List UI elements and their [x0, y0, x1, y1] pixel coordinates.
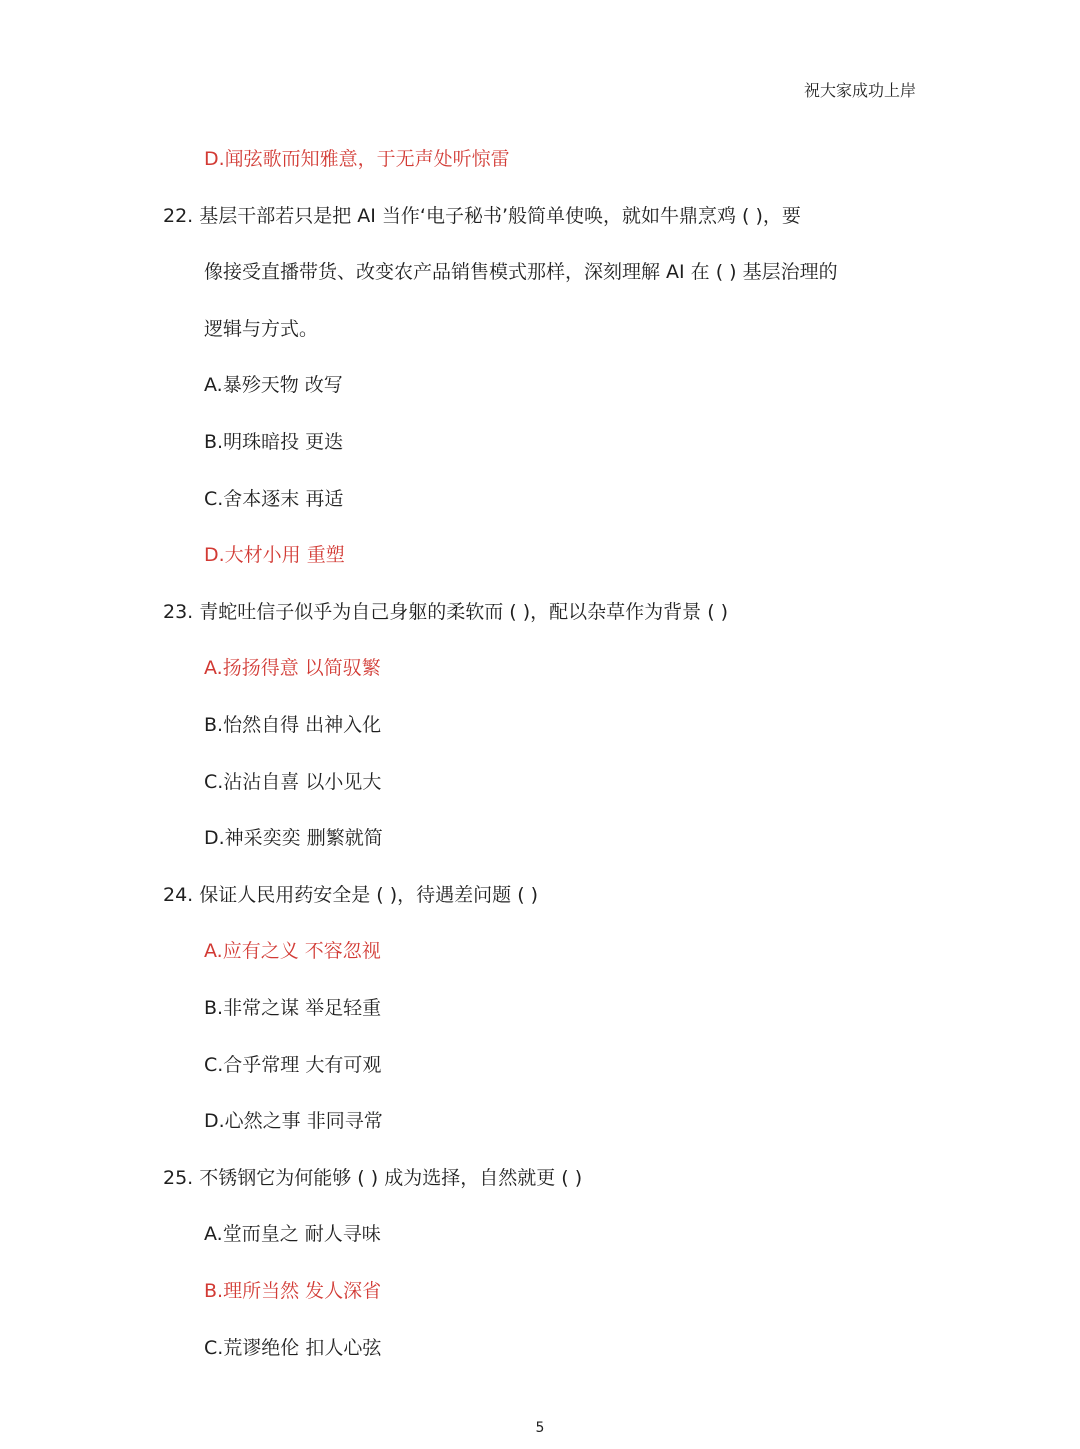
answer-option: B.非常之谋 举足轻重 [204, 997, 382, 1019]
answer-option-correct: A.应有之义 不容忽视 [204, 940, 381, 962]
page-header: 祝大家成功上岸 [803, 81, 916, 100]
answer-option-correct: D.大材小用 重塑 [204, 544, 345, 566]
answer-option: B.明珠暗投 更迭 [204, 431, 344, 453]
answer-option-correct: D.闻弦歌而知雅意，于无声处听惊雷 [204, 148, 510, 170]
answer-option: C.荒谬绝伦 扣人心弦 [204, 1337, 382, 1359]
answer-option: B.怡然自得 出神入化 [204, 714, 382, 736]
answer-option-correct: B.理所当然 发人深省 [204, 1280, 382, 1302]
answer-option: C.舍本逐末 再适 [204, 488, 344, 510]
question-line: 22. 基层干部若只是把 AI 当作‘电子秘书’般简单使唤，就如牛鼎烹鸡 ( )，要 [163, 205, 801, 227]
answer-option: A.堂而皇之 耐人寻味 [204, 1223, 381, 1245]
question-line: 24. 保证人民用药安全是 ( )，待遇差问题 ( ) [163, 884, 539, 906]
answer-option: D.心然之事 非同寻常 [204, 1110, 383, 1132]
question-continuation: 像接受直播带货、改变农产品销售模式那样，深刻理解 AI 在 ( ) 基层治理的 [204, 261, 838, 283]
answer-option: C.合乎常理 大有可观 [204, 1054, 382, 1076]
answer-option: D.神采奕奕 删繁就简 [204, 827, 383, 849]
question-continuation: 逻辑与方式。 [204, 318, 319, 340]
question-line: 25. 不锈钢它为何能够 ( ) 成为选择，自然就更 ( ) [163, 1167, 583, 1189]
page-number: 5 [535, 1420, 545, 1436]
question-line: 23. 青蛇吐信子似乎为自己身躯的柔软而 ( )，配以杂草作为背景 ( ) [163, 601, 729, 623]
answer-option: C.沾沾自喜 以小见大 [204, 771, 382, 793]
answer-option-correct: A.扬扬得意 以简驭繁 [204, 657, 381, 679]
answer-option: A.暴殄天物 改写 [204, 374, 343, 396]
